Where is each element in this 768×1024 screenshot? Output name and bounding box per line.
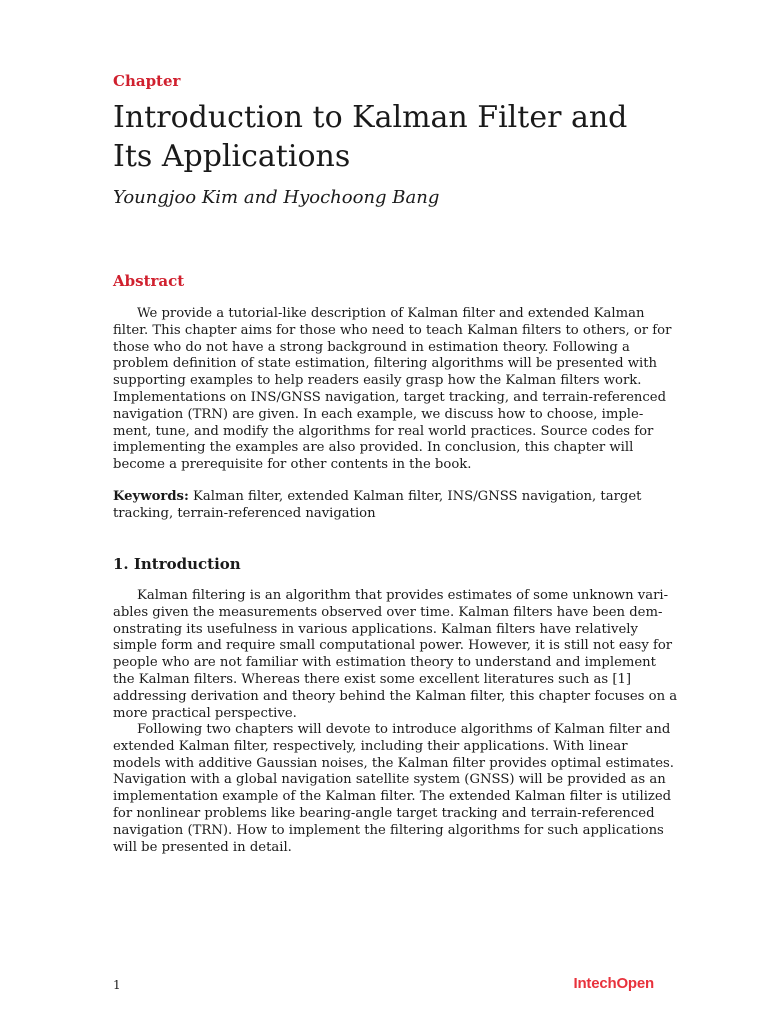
abstract-line: supporting examples to help readers easily grasp how the Kalman filters work.: [113, 373, 642, 389]
keywords-line: tracking, terrain-referenced navigation: [113, 505, 376, 521]
paragraph-line: ables given the measurements observed over time. Kalman filters have been dem-: [113, 604, 663, 620]
abstract-line: ment, tune, and modify the algorithms for real world practices. Source codes for: [113, 423, 654, 439]
paragraph-line: implementation example of the Kalman filter. The extended Kalman filter is utilized: [113, 789, 672, 805]
paragraph-line: simple form and require small computational power. However, it is still not easy for: [113, 638, 673, 654]
introduction-heading: 1. Introduction: [113, 555, 241, 573]
paragraph-line: the Kalman filters. Whereas there exist some excellent literatures such as [1]: [113, 671, 632, 687]
paragraph-line: Following two chapters will devote to introduce algorithms of Kalman filter and: [137, 722, 671, 737]
keywords-label: Keywords:: [113, 489, 189, 504]
keywords-list: Kalman filter, extended Kalman filter, INS/GNSS navigation, target: [188, 489, 642, 504]
introduction-paragraph-1: [113, 588, 678, 722]
paragraph-line: models with additive Gaussian noises, the Kalman filter provides optimal estimates.: [113, 755, 674, 771]
paragraph-line: for nonlinear problems like bearing-angle target tracking and terrain-referenced: [113, 805, 655, 821]
abstract-line: become a prerequisite for other contents in the book.: [113, 457, 472, 473]
chapter-label: Chapter: [113, 72, 181, 90]
title-line: Introduction to Kalman Filter and: [113, 100, 628, 135]
title-line: Its Applications: [113, 139, 351, 174]
paragraph-line: more practical perspective.: [113, 705, 297, 721]
paragraph-line: onstrating its usefulness in various applications. Kalman filters have relatively: [113, 621, 638, 637]
abstract-line: problem definition of state estimation, filtering algorithms will be presented with: [113, 356, 657, 372]
abstract-line: Implementations on INS/GNSS navigation, target tracking, and terrain-referenced: [113, 389, 667, 405]
intechopen-logo: IntechOpen: [573, 975, 654, 992]
paragraph-line: will be presented in detail.: [113, 839, 292, 855]
chapter-title: [113, 98, 673, 176]
paragraph-line: extended Kalman filter, respectively, including their applications. With linear: [113, 738, 628, 754]
keywords: [113, 489, 642, 523]
abstract-line: implementing the examples are also provided. In conclusion, this chapter will: [113, 440, 634, 456]
abstract-text: [113, 306, 672, 474]
paragraph-line: people who are not familiar with estimation theory to understand and implement: [113, 655, 656, 671]
abstract-line: those who do not have a strong background in estimation theory. Following a: [113, 339, 630, 355]
abstract-heading: Abstract: [113, 272, 185, 290]
abstract-line: navigation (TRN) are given. In each example, we discuss how to choose, imple-: [113, 406, 644, 422]
paragraph-line: navigation (TRN). How to implement the filtering algorithms for such applications: [113, 822, 664, 838]
paragraph-line: addressing derivation and theory behind the Kalman filter, this chapter focuses on a: [113, 688, 678, 704]
page-number: 1: [113, 978, 121, 992]
abstract-line: We provide a tutorial-like description of Kalman filter and extended Kalman: [137, 306, 645, 321]
introduction-paragraph-2: [113, 722, 674, 856]
paragraph-line: Navigation with a global navigation satellite system (GNSS) will be provided as an: [113, 772, 666, 788]
paragraph-line: Kalman filtering is an algorithm that provides estimates of some unknown vari-: [137, 588, 669, 603]
keywords-line: [113, 489, 642, 506]
abstract-line: filter. This chapter aims for those who need to teach Kalman filters to others, or for: [113, 322, 672, 338]
authors: Youngjoo Kim and Hyochoong Bang: [113, 187, 440, 208]
